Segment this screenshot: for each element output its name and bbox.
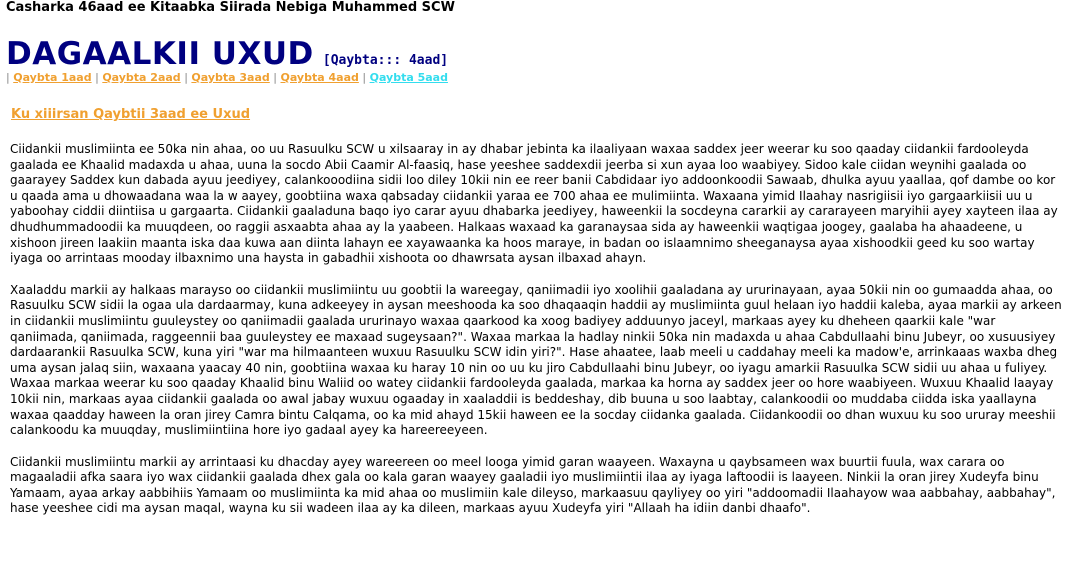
nav-separator: | <box>6 71 10 84</box>
nav-link-part-5[interactable]: Qaybta 5aad <box>369 71 448 84</box>
nav-separator: | <box>273 71 277 84</box>
lesson-heading: Casharka 46aad ee Kitaabka Siirada Nebiga Muhammed SCW <box>6 0 455 15</box>
article-paragraph: Xaaladdu markii ay halkaas marayso oo ciidankii muslimiintu uu goobtii la wareegay, qaniimadii iyo xoolihii gaaladana ay ururinayaan, ayaa 50kii nin oo gumaadda ahaa, oo Rasuulku SCW sidii la ogaa ula dardaarmay, kuna adkeeyey in aysan meeshooda ka soo dhaqaaqin haddii ay muslimiinta guul helaan iyo haddii kaleba, ayaa markii ay arkeen in ciidankii muslimiintu guuleystey oo qaniimadii gaalada ururinayo waxaa qaarkood ka xoog badiyey adduunyo jaceyl, markaas ayey ku dheheen qaarkii kale "war qaniimada, qaniimada, raggeennii baa guuleystey ee maxaad sugeysaan?". Waxaa markaa la hadlay ninkii 50ka nin madaxda u ahaa Cabdullaahi binu Jubeyr, oo xusuusiyey dardaarankii Rasuulka SCW, kuna yiri "war ma hilmaanteen wuxuu Rasuulku SCW idin yiri?". Hase ahaatee, laab meeli u caddahay meeli ka madow'e, arrinkaaas waxba dheg uma aysan jalaq siin, waxaana yaacay 40 nin, goobtiina waxaa ku haray 10 nin oo uu ku jiro Cabdullaahi binu Jubeyr, oo iyagu amarkii Rasuulka SCW sidii uu ahaa u fuliyey. Waxaa markaa weerar ku soo qaaday Khaalid binu Waliid oo watey ciidankii fardooleyda gaalada, markaa ka horna ay saddex jeer oo hore waabiyeen. Wuxuu Khaalid laayay 10kii nin, markaas ayaa ciidankii gaalada oo awal jabay wuxuu ogaaday in xaaladdii is beddeshay, dib buuna u soo laabtay, calankoodii oo muddaba ciidda iska yaallayna waxaa qaadday haween la oran jirey Camra bintu Calqama, oo ka mid ahayd 15kii haween ee la socday ciidanka gaalada. Ciidankoodii oo dhan wuxuu ku soo ururay meeshii calankoodu ka muuqday, muslimiintiina hore iyo gadaal ayey ka hareereeyeen. <box>10 282 1062 438</box>
article-paragraph: Ciidankii muslimiintu markii ay arrintaasi ku dhacday ayey wareereen oo meel looga yimid garan waayeen. Waxayna u qaybsameen wax buurtii fuula, wax carara oo magaaladii afka saara iyo wax ciidankii gaalada dhex gala oo kala garan waayey gaaladii iyo muslimiintii ilaa ay iyaga laftoodii is laayeen. Ninkii la oran jirey Xudeyfa binu Yamaam, ayaa arkay aabbihiis Yamaam oo muslimiinta ka mid ahaa oo muslimiin kale dileyso, markaasuu qayliyey oo yiri "addoomadii Ilaahayow waa aabbahay, aabbahay", hase yeeshee cidi ma aysan maqal, wayna ku sii wadeen ilaa ay ka dileen, markaas ayuu Xudeyfa yiri "Allaah ha idiin danbi dhaafo". <box>10 454 1056 516</box>
part-navigation <box>6 71 448 85</box>
article-paragraph: Ciidankii muslimiinta ee 50ka nin ahaa, oo uu Rasuulku SCW u xilsaaray in ay dhabar jebinta ka ilaaliyaan waxaa saddex jeer weerar ku soo qaaday ciidankii fardooleyda gaalada ee Khaalid madaxda u ahaa, uuna la socdo Abii Caamir Al-faasiq, hase yeeshee saddexdii jeerba si xun ayaa loo waabiyey. Sidoo kale ciidan weynihi gaalada oo gaarayey Saddex kun dabada ayuu jeediyey, calankooodiina sidii loo diley 10kii nin ee reer banii Cabdidaar iyo addoonkoodii Sawaab, dhulka ayuu yaallaa, qof dambe oo kor u qaada ama u dhowaadana waa la w aayey, goobtiina waxa qabsaday ciidankii yaraa ee 700 ahaa ee mulimiinta. Waxaana yimid Ilaahay nasrigiisii iyo gargaarkiisii uu u yaboohay ciddii diintiisa u gargaarta. Ciidankii gaaladuna baqo iyo carar ayuu dhabarka jeediyey, haweenkii la socdeyna cararkii ay cararayeen maryihii ayey xayteen ilaa ay dhudhummadoodii ka muuqdeen, oo raggii asxaabta ahaa ay la yaabeen. Halkaas waxaad ka garanaysaa sida ay haweenkii waqtigaa joogey, gaalaba ha ahaadeene, u xishoon jireen laakiin maanta iska daa kuwa aan diinta lahayn ee xayawaanka ka hoos maraye, in badan oo islaamnimo sheeganaysa ayaa xishoodkii geed ku soo wartay iyaga oo arrintaas mooday ilbaxnimo una haysta in gabadhii xishoota oo dhawrsata aysan ilbaxad ahayn. <box>10 142 1058 266</box>
part-label: [Qaybta::: 4aad] <box>322 53 449 68</box>
nav-separator: | <box>184 71 188 84</box>
page-title: DAGAALKII UXUD <box>6 36 314 72</box>
nav-link-part-2[interactable]: Qaybta 2aad <box>102 71 181 84</box>
related-part-link[interactable]: Ku xiiirsan Qaybtii 3aad ee Uxud <box>11 107 251 122</box>
nav-link-part-3[interactable]: Qaybta 3aad <box>191 71 270 84</box>
article-body <box>10 142 1064 533</box>
nav-link-part-4[interactable]: Qaybta 4aad <box>280 71 359 84</box>
nav-link-part-1[interactable]: Qaybta 1aad <box>13 71 92 84</box>
nav-separator: | <box>362 71 367 84</box>
nav-separator: | <box>95 71 99 84</box>
